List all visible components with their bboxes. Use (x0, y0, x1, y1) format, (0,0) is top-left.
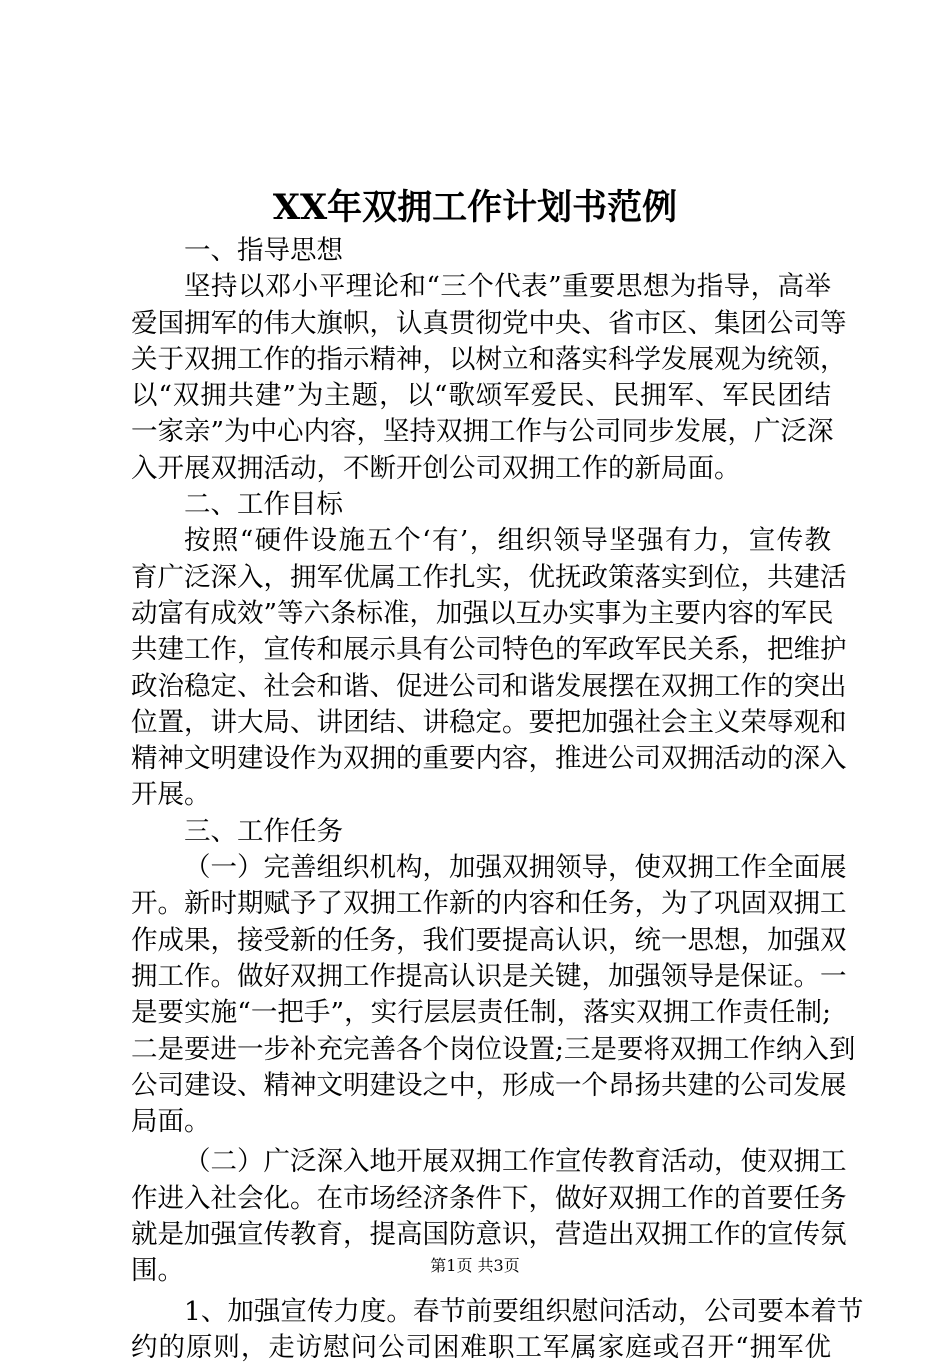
paragraph-line: 按照“硬件设施五个‘有’，组织领导坚强有力，宣传教 (184, 525, 831, 557)
paragraph-line: 关于双拥工作的指示精神，以树立和落实科学发展观为统领， (131, 343, 847, 375)
paragraph-line: 1、加强宣传力度。春节前要组织慰问活动，公司要本着节 (184, 1295, 864, 1327)
paragraph-line: 是要实施“一把手”，实行层层责任制，落实双拥工作责任制; (131, 997, 831, 1029)
section-heading: 三、工作任务 (184, 815, 343, 847)
document-body (131, 233, 864, 1366)
paragraph-line: 政治稳定、社会和谐、促进公司和谐发展摆在双拥工作的突出 (131, 670, 847, 702)
paragraph-line: 共建工作，宣传和展示具有公司特色的军政军民关系，把维护 (131, 634, 847, 666)
paragraph-line: 局面。 (131, 1106, 211, 1138)
paragraph-line: 就是加强宣传教育，提高国防意识，营造出双拥工作的宣传氛 (131, 1219, 847, 1251)
paragraph-line: 开。新时期赋予了双拥工作新的内容和任务，为了巩固双拥工 (131, 888, 847, 920)
paragraph-line: 开展。 (131, 779, 211, 811)
paragraph-line: 约的原则，走访慰问公司困难职工军属家庭或召开“拥军优 (131, 1331, 831, 1363)
paragraph-line: 入开展双拥活动，不断开创公司双拥工作的新局面。 (131, 452, 741, 484)
paragraph-line: 位置，讲大局、讲团结、讲稳定。要把加强社会主义荣辱观和 (131, 706, 847, 738)
paragraph-line: 坚持以邓小平理论和“三个代表”重要思想为指导，高举 (184, 271, 831, 303)
document-title: XX年双拥工作计划书范例 (272, 187, 678, 228)
paragraph-line: 拥工作。做好双拥工作提高认识是关键，加强领导是保证。一 (131, 960, 847, 992)
page-footer: 第1页 共3页 (430, 1256, 520, 1275)
paragraph-line: （二）广泛深入地开展双拥工作宣传教育活动，使双拥工 (184, 1146, 847, 1178)
paragraph-line: 作成果，接受新的任务，我们要提高认识，统一思想，加强双 (131, 924, 847, 956)
paragraph-line: 二是要进一步补充完善各个岗位设置;三是要将双拥工作纳入到 (131, 1033, 856, 1065)
paragraph-line: 作进入社会化。在市场经济条件下，做好双拥工作的首要任务 (131, 1182, 847, 1214)
paragraph-line: 公司建设、精神文明建设之中，形成一个昂扬共建的公司发展 (131, 1069, 847, 1101)
paragraph-line: （一）完善组织机构，加强双拥领导，使双拥工作全面展 (184, 852, 847, 884)
paragraph-line: 一家亲”为中心内容，坚持双拥工作与公司同步发展，广泛深 (131, 416, 834, 448)
paragraph-line: 育广泛深入，拥军优属工作扎实，优抚政策落实到位，共建活 (131, 561, 847, 593)
paragraph-line: 爱国拥军的伟大旗帜，认真贯彻党中央、省市区、集团公司等 (131, 307, 847, 339)
paragraph-line: 精神文明建设作为双拥的重要内容，推进公司双拥活动的深入 (131, 743, 847, 775)
section-heading: 一、指导思想 (184, 235, 343, 266)
section-heading: 二、工作目标 (184, 489, 343, 521)
paragraph-line: 围。 (131, 1255, 184, 1287)
paragraph-line: 动富有成效”等六条标准，加强以互办实事为主要内容的军民 (131, 597, 834, 629)
paragraph-line: 以“双拥共建”为主题，以“歌颂军爱民、民拥军、军民团结 (131, 380, 831, 412)
